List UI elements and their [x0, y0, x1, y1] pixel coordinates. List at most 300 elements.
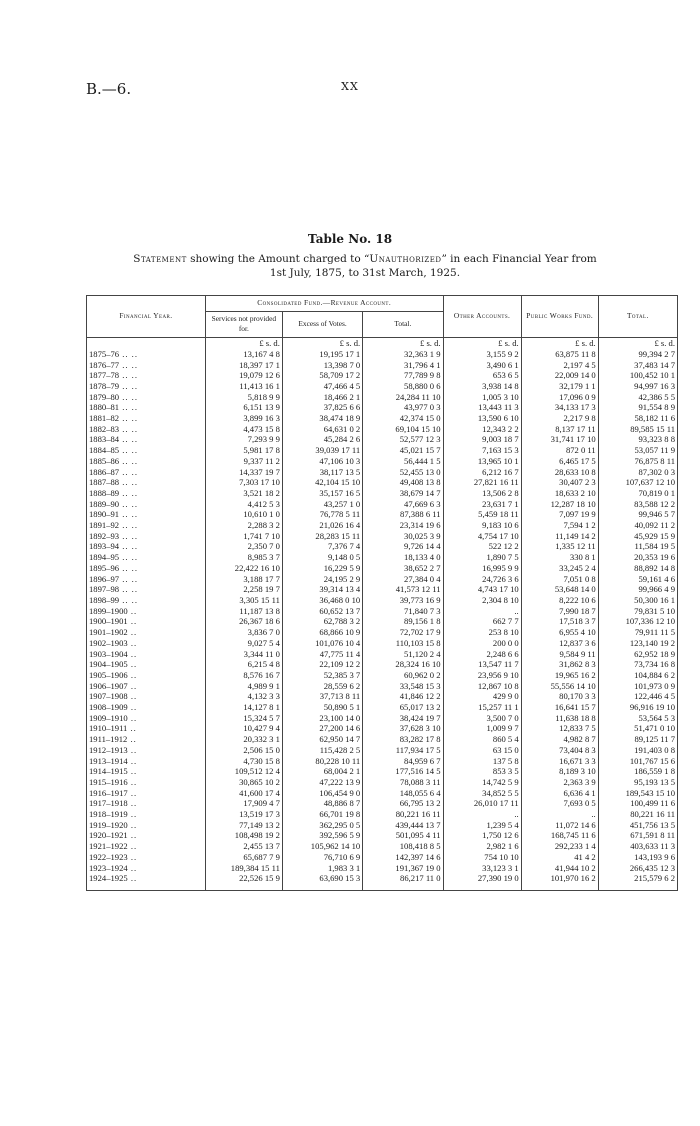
- financial-year-cell: 1886–87 .. ..: [87, 467, 206, 478]
- excess-cell: 45,284 2 6: [282, 434, 362, 445]
- financial-year-cell: 1904–1905 ..: [87, 659, 206, 670]
- table-row: [87, 756, 678, 767]
- excess-cell: 58,709 17 2: [282, 370, 362, 381]
- financial-year-label: 1915–1916: [89, 776, 128, 787]
- public-works-cell: ..: [521, 809, 598, 820]
- total-cell: 18,133 4 0: [363, 552, 443, 563]
- public-works-cell: 6,636 4 1: [521, 788, 598, 799]
- services-cell: 3,344 11 0: [205, 649, 282, 660]
- other-cell: 1,239 5 4: [443, 820, 521, 831]
- financial-year-label: 1916–1917: [89, 787, 128, 798]
- other-cell: ..: [443, 606, 521, 617]
- services-cell: 13,167 4 8: [205, 349, 282, 360]
- total-cell: 110,103 15 8: [363, 638, 443, 649]
- financial-year-cell: 1889–90 .. ..: [87, 499, 206, 510]
- total-cell: 51,120 2 4: [363, 649, 443, 660]
- services-cell: 19,079 12 6: [205, 370, 282, 381]
- total-cell: 31,796 4 1: [363, 360, 443, 371]
- units-label: £ s. d.: [521, 338, 598, 349]
- grand-total-cell: 73,734 16 8: [598, 659, 677, 670]
- table-row: [87, 488, 678, 499]
- public-works-cell: 7,990 18 7: [521, 606, 598, 617]
- services-cell: 22,422 16 10: [205, 563, 282, 574]
- grand-total-cell: 40,092 11 2: [598, 520, 677, 531]
- excess-cell: 76,778 5 11: [282, 509, 362, 520]
- units-label: £ s. d.: [282, 338, 362, 349]
- grand-total-cell: 50,300 16 1: [598, 595, 677, 606]
- total-cell: 28,324 16 10: [363, 659, 443, 670]
- excess-cell: 38,117 13 5: [282, 467, 362, 478]
- table-row: [87, 477, 678, 488]
- services-cell: 26,367 18 6: [205, 616, 282, 627]
- financial-year-cell: 1881–82 .. ..: [87, 413, 206, 424]
- financial-year-label: 1914–1915: [89, 766, 128, 777]
- financial-year-label: 1876–77: [89, 359, 120, 370]
- table-row: [87, 574, 678, 585]
- services-cell: 30,865 10 2: [205, 777, 282, 788]
- other-cell: 137 5 8: [443, 756, 521, 767]
- financial-year-label: 1885–86: [89, 455, 120, 466]
- grand-total-cell: 403,633 11 3: [598, 841, 677, 852]
- table-row: [87, 809, 678, 820]
- other-cell: ..: [443, 809, 521, 820]
- grand-total-cell: 89,585 15 11: [598, 424, 677, 435]
- financial-year-label: 1913–1914: [89, 755, 128, 766]
- financial-year-label: 1886–87: [89, 466, 120, 477]
- grand-total-cell: 99,966 4 9: [598, 584, 677, 595]
- excess-cell: 22,109 12 2: [282, 659, 362, 670]
- services-cell: 20,332 3 1: [205, 734, 282, 745]
- public-works-cell: 11,072 14 6: [521, 820, 598, 831]
- table-row: [87, 584, 678, 595]
- excess-cell: 39,314 13 4: [282, 584, 362, 595]
- other-cell: 12,343 2 2: [443, 424, 521, 435]
- public-works-cell: 32,179 1 1: [521, 381, 598, 392]
- unauthorized-expenditure-table: [86, 295, 678, 891]
- financial-year-label: 1879–80: [89, 391, 120, 402]
- excess-cell: 16,229 5 9: [282, 563, 362, 574]
- table-row: [87, 627, 678, 638]
- other-cell: 2,248 6 6: [443, 649, 521, 660]
- other-cell: 63 15 0: [443, 745, 521, 756]
- other-cell: 200 0 0: [443, 638, 521, 649]
- excess-cell: 9,148 0 5: [282, 552, 362, 563]
- services-cell: 15,324 5 7: [205, 713, 282, 724]
- services-cell: 5,981 17 8: [205, 445, 282, 456]
- financial-year-cell: 1901–1902 ..: [87, 627, 206, 638]
- grand-total-cell: 95,193 13 5: [598, 777, 677, 788]
- public-works-cell: 53,648 14 0: [521, 584, 598, 595]
- table-row: [87, 873, 678, 884]
- financial-year-cell: 1920–1921 ..: [87, 830, 206, 841]
- grand-total-cell: 37,483 14 7: [598, 360, 677, 371]
- services-cell: 6,151 13 9: [205, 402, 282, 413]
- other-cell: 860 5 4: [443, 734, 521, 745]
- excess-cell: 106,454 9 0: [282, 788, 362, 799]
- col-services-not-provided: Services not provided for.: [205, 311, 282, 337]
- other-cell: 4,754 17 10: [443, 531, 521, 542]
- grand-total-cell: 51,471 0 10: [598, 723, 677, 734]
- public-works-cell: 31,741 17 10: [521, 434, 598, 445]
- public-works-cell: 55,556 14 10: [521, 681, 598, 692]
- other-cell: 3,155 9 2: [443, 349, 521, 360]
- other-cell: 27,821 16 11: [443, 477, 521, 488]
- total-cell: 148,055 6 4: [363, 788, 443, 799]
- financial-year-cell: 1880–81 .. ..: [87, 402, 206, 413]
- other-cell: 24,726 3 6: [443, 574, 521, 585]
- table-row: [87, 702, 678, 713]
- table-title: Table No. 18: [307, 232, 393, 246]
- public-works-cell: 12,833 7 5: [521, 723, 598, 734]
- other-cell: 4,743 17 10: [443, 584, 521, 595]
- excess-cell: 28,283 15 11: [282, 531, 362, 542]
- table-row: [87, 467, 678, 478]
- financial-year-label: 1903–1904: [89, 648, 128, 659]
- financial-year-label: 1907–1908: [89, 691, 128, 702]
- table-row: [87, 713, 678, 724]
- table-row: [87, 681, 678, 692]
- public-works-cell: 16,641 15 7: [521, 702, 598, 713]
- total-cell: 39,773 16 9: [363, 595, 443, 606]
- public-works-cell: 8,189 3 10: [521, 766, 598, 777]
- grand-total-cell: 100,452 10 1: [598, 370, 677, 381]
- public-works-cell: 2,197 4 5: [521, 360, 598, 371]
- grand-total-cell: 70,819 0 1: [598, 488, 677, 499]
- financial-year-cell: 1907–1908 ..: [87, 691, 206, 702]
- services-cell: 2,288 3 2: [205, 520, 282, 531]
- excess-cell: 76,710 6 9: [282, 852, 362, 863]
- public-works-cell: 8,222 10 6: [521, 595, 598, 606]
- col-grand-total: Total.: [598, 296, 677, 338]
- services-cell: 7,293 9 9: [205, 434, 282, 445]
- financial-year-label: 1910–1911: [89, 723, 128, 734]
- financial-year-label: 1875–76: [89, 348, 120, 359]
- financial-year-cell: 1900–1901 ..: [87, 616, 206, 627]
- grand-total-cell: 42,386 5 5: [598, 392, 677, 403]
- table-row: [87, 830, 678, 841]
- total-cell: 69,104 15 10: [363, 424, 443, 435]
- financial-year-label: 1922–1923: [89, 851, 128, 862]
- financial-year-label: 1904–1905: [89, 659, 128, 670]
- grand-total-cell: 58,182 11 6: [598, 413, 677, 424]
- col-other-accounts: Other Accounts.: [443, 296, 521, 338]
- excess-cell: 28,559 6 2: [282, 681, 362, 692]
- grand-total-cell: 107,336 12 10: [598, 616, 677, 627]
- financial-year-cell: 1883–84 .. ..: [87, 434, 206, 445]
- total-cell: 84,959 6 7: [363, 756, 443, 767]
- total-cell: 37,628 3 10: [363, 723, 443, 734]
- total-cell: 77,789 9 8: [363, 370, 443, 381]
- total-cell: 23,314 19 6: [363, 520, 443, 531]
- services-cell: 7,303 17 10: [205, 477, 282, 488]
- financial-year-cell: 1923–1924 ..: [87, 863, 206, 874]
- financial-year-label: 1878–79: [89, 380, 120, 391]
- other-cell: 2,982 1 6: [443, 841, 521, 852]
- other-cell: 12,867 10 8: [443, 681, 521, 692]
- total-cell: 191,367 19 0: [363, 863, 443, 874]
- excess-cell: 68,866 10 9: [282, 627, 362, 638]
- statement-lead: Statement: [133, 253, 187, 265]
- services-cell: 41,600 17 4: [205, 788, 282, 799]
- grand-total-cell: 107,637 12 10: [598, 477, 677, 488]
- financial-year-label: 1899–1900: [89, 605, 128, 616]
- table-row: [87, 413, 678, 424]
- financial-year-label: 1912–1913: [89, 744, 128, 755]
- table-row: [87, 552, 678, 563]
- total-cell: 501,095 4 11: [363, 830, 443, 841]
- public-works-cell: 17,518 3 7: [521, 616, 598, 627]
- table-row: [87, 798, 678, 809]
- total-cell: 65,017 13 2: [363, 702, 443, 713]
- financial-year-label: 1889–90: [89, 498, 120, 509]
- other-cell: 6,212 16 7: [443, 467, 521, 478]
- services-cell: 13,519 17 3: [205, 809, 282, 820]
- financial-year-label: 1908–1909: [89, 702, 128, 713]
- public-works-cell: 7,051 0 8: [521, 574, 598, 585]
- financial-year-label: 1880–81: [89, 402, 120, 413]
- excess-cell: 37,713 8 11: [282, 691, 362, 702]
- excess-cell: 50,890 5 1: [282, 702, 362, 713]
- grand-total-cell: 93,323 8 8: [598, 434, 677, 445]
- other-cell: 1,009 9 7: [443, 723, 521, 734]
- table-bottom-rule: [87, 884, 678, 891]
- services-cell: 4,473 15 8: [205, 424, 282, 435]
- grand-total-cell: 87,302 0 3: [598, 467, 677, 478]
- table-row: [87, 777, 678, 788]
- table-row: [87, 520, 678, 531]
- services-cell: 4,412 5 3: [205, 499, 282, 510]
- excess-cell: 18,466 2 1: [282, 392, 362, 403]
- other-cell: 33,123 3 1: [443, 863, 521, 874]
- services-cell: 4,730 15 8: [205, 756, 282, 767]
- other-cell: 34,852 5 5: [443, 788, 521, 799]
- grand-total-cell: 91,554 8 9: [598, 402, 677, 413]
- excess-cell: 36,468 0 10: [282, 595, 362, 606]
- financial-year-label: 1917–1918: [89, 798, 128, 809]
- total-cell: 33,548 15 3: [363, 681, 443, 692]
- financial-year-label: 1887–88: [89, 477, 120, 488]
- public-works-cell: 41,944 10 2: [521, 863, 598, 874]
- excess-cell: 63,690 15 3: [282, 873, 362, 884]
- total-cell: 52,577 12 3: [363, 434, 443, 445]
- grand-total-cell: 88,892 14 8: [598, 563, 677, 574]
- table-row: [87, 766, 678, 777]
- services-cell: 3,899 16 3: [205, 413, 282, 424]
- excess-cell: 52,385 3 7: [282, 670, 362, 681]
- other-cell: 754 10 10: [443, 852, 521, 863]
- financial-year-cell: 1902–1903 ..: [87, 638, 206, 649]
- services-cell: 1,741 7 10: [205, 531, 282, 542]
- financial-year-cell: 1916–1917 ..: [87, 788, 206, 799]
- public-works-cell: 33,245 2 4: [521, 563, 598, 574]
- financial-year-cell: 1909–1910 ..: [87, 713, 206, 724]
- total-cell: 32,363 1 9: [363, 349, 443, 360]
- table-statement: [30, 252, 700, 280]
- financial-year-label: 1924–1925: [89, 873, 128, 884]
- services-cell: 10,427 9 4: [205, 723, 282, 734]
- services-cell: 65,687 7 9: [205, 852, 282, 863]
- services-cell: 109,512 12 4: [205, 766, 282, 777]
- other-cell: 13,965 10 1: [443, 456, 521, 467]
- services-cell: 3,305 15 11: [205, 595, 282, 606]
- services-cell: 9,027 5 4: [205, 638, 282, 649]
- financial-year-cell: 1917–1918 ..: [87, 798, 206, 809]
- statement-text-2: ” in each Financial Year from: [441, 253, 597, 265]
- excess-cell: 42,104 15 10: [282, 477, 362, 488]
- other-cell: 23,956 9 10: [443, 670, 521, 681]
- other-cell: 3,490 6 1: [443, 360, 521, 371]
- public-works-cell: 330 8 1: [521, 552, 598, 563]
- other-cell: 3,500 7 0: [443, 713, 521, 724]
- financial-year-label: 1909–1910: [89, 712, 128, 723]
- other-cell: 13,506 2 8: [443, 488, 521, 499]
- grand-total-cell: 79,911 11 5: [598, 627, 677, 638]
- total-cell: 27,384 0 4: [363, 574, 443, 585]
- public-works-cell: 11,638 18 8: [521, 713, 598, 724]
- other-cell: 7,163 15 3: [443, 445, 521, 456]
- public-works-cell: 17,096 0 9: [521, 392, 598, 403]
- public-works-cell: 11,149 14 2: [521, 531, 598, 542]
- financial-year-cell: 1884–85 .. ..: [87, 445, 206, 456]
- grand-total-cell: 83,588 12 2: [598, 499, 677, 510]
- total-cell: 108,418 8 5: [363, 841, 443, 852]
- col-consolidated-total: Total.: [363, 311, 443, 337]
- grand-total-cell: 45,929 15 9: [598, 531, 677, 542]
- financial-year-cell: 1906–1907 ..: [87, 681, 206, 692]
- total-cell: 43,977 0 3: [363, 402, 443, 413]
- services-cell: 8,985 3 7: [205, 552, 282, 563]
- services-cell: 5,818 9 9: [205, 392, 282, 403]
- grand-total-cell: 143,193 9 6: [598, 852, 677, 863]
- other-cell: 13,547 11 7: [443, 659, 521, 670]
- excess-cell: 66,701 19 8: [282, 809, 362, 820]
- other-cell: 1,750 12 6: [443, 830, 521, 841]
- financial-year-cell: 1875–76 .. ..: [87, 349, 206, 360]
- public-works-cell: 34,133 17 3: [521, 402, 598, 413]
- excess-cell: 80,228 10 11: [282, 756, 362, 767]
- excess-cell: 101,076 10 4: [282, 638, 362, 649]
- grand-total-cell: 671,591 8 11: [598, 830, 677, 841]
- financial-year-label: 1894–95: [89, 552, 120, 563]
- financial-year-cell: 1913–1914 ..: [87, 756, 206, 767]
- financial-year-cell: 1903–1904 ..: [87, 649, 206, 660]
- financial-year-label: 1918–1919: [89, 809, 128, 820]
- services-cell: 14,337 19 7: [205, 467, 282, 478]
- financial-year-cell: 1878–79 .. ..: [87, 381, 206, 392]
- financial-year-cell: 1897–98 .. ..: [87, 584, 206, 595]
- statement-text: showing the Amount charged to “: [186, 253, 370, 265]
- table-row: [87, 424, 678, 435]
- other-cell: 853 3 5: [443, 766, 521, 777]
- public-works-cell: 872 0 11: [521, 445, 598, 456]
- excess-cell: 19,195 17 1: [282, 349, 362, 360]
- table-row: [87, 392, 678, 403]
- excess-cell: 48,886 8 7: [282, 798, 362, 809]
- grand-total-cell: 80,221 16 11: [598, 809, 677, 820]
- table-row: [87, 360, 678, 371]
- financial-year-label: 1901–1902: [89, 627, 128, 638]
- financial-year-label: 1882–83: [89, 423, 120, 434]
- financial-year-label: 1883–84: [89, 434, 120, 445]
- total-cell: 80,221 16 11: [363, 809, 443, 820]
- grand-total-cell: 62,952 18 9: [598, 649, 677, 660]
- other-cell: 1,890 7 5: [443, 552, 521, 563]
- financial-year-label: 1897–98: [89, 584, 120, 595]
- financial-year-cell: 1918–1919 ..: [87, 809, 206, 820]
- public-works-cell: 73,404 8 3: [521, 745, 598, 756]
- total-cell: 71,840 7 3: [363, 606, 443, 617]
- table-row: [87, 509, 678, 520]
- table-row: [87, 402, 678, 413]
- grand-total-cell: 122,446 4 5: [598, 691, 677, 702]
- grand-total-cell: 96,916 19 10: [598, 702, 677, 713]
- table-row: [87, 595, 678, 606]
- other-cell: 27,390 19 0: [443, 873, 521, 884]
- financial-year-cell: 1877–78 .. ..: [87, 370, 206, 381]
- financial-year-label: 1881–82: [89, 413, 120, 424]
- table-row: [87, 541, 678, 552]
- excess-cell: 62,950 14 7: [282, 734, 362, 745]
- financial-year-label: 1890–91: [89, 509, 120, 520]
- other-cell: 23,631 7 1: [443, 499, 521, 510]
- grand-total-cell: 20,353 19 6: [598, 552, 677, 563]
- financial-year-label: 1905–1906: [89, 669, 128, 680]
- excess-cell: 47,106 10 3: [282, 456, 362, 467]
- excess-cell: 23,100 14 0: [282, 713, 362, 724]
- services-cell: 3,521 18 2: [205, 488, 282, 499]
- grand-total-cell: 101,767 15 6: [598, 756, 677, 767]
- excess-cell: 37,825 6 6: [282, 402, 362, 413]
- financial-year-cell: 1879–80 .. ..: [87, 392, 206, 403]
- excess-cell: 43,257 1 0: [282, 499, 362, 510]
- col-excess-of-votes: Excess of Votes.: [282, 311, 362, 337]
- services-cell: 4,132 3 3: [205, 691, 282, 702]
- other-cell: 13,443 11 3: [443, 402, 521, 413]
- excess-cell: 7,376 7 4: [282, 541, 362, 552]
- excess-cell: 362,295 0 5: [282, 820, 362, 831]
- public-works-cell: 6,465 17 5: [521, 456, 598, 467]
- total-cell: 60,962 0 2: [363, 670, 443, 681]
- excess-cell: 1,983 3 1: [282, 863, 362, 874]
- table-row: [87, 370, 678, 381]
- other-cell: 522 12 2: [443, 541, 521, 552]
- financial-year-cell: 1908–1909 ..: [87, 702, 206, 713]
- financial-year-cell: 1922–1923 ..: [87, 852, 206, 863]
- total-cell: 41,573 12 11: [363, 584, 443, 595]
- public-works-cell: 18,633 2 10: [521, 488, 598, 499]
- grand-total-cell: 104,884 6 2: [598, 670, 677, 681]
- other-cell: 429 9 0: [443, 691, 521, 702]
- financial-year-cell: 1910–1911 ..: [87, 723, 206, 734]
- table-row: [87, 381, 678, 392]
- financial-year-cell: 1887–88 .. ..: [87, 477, 206, 488]
- table-row: [87, 734, 678, 745]
- public-works-cell: 8,137 17 11: [521, 424, 598, 435]
- table-row: [87, 616, 678, 627]
- other-cell: 9,003 18 7: [443, 434, 521, 445]
- total-cell: 72,702 17 9: [363, 627, 443, 638]
- financial-year-cell: 1912–1913 ..: [87, 745, 206, 756]
- total-cell: 38,424 19 7: [363, 713, 443, 724]
- table-row: [87, 349, 678, 360]
- total-cell: 439,444 13 7: [363, 820, 443, 831]
- grand-total-cell: 99,394 2 7: [598, 349, 677, 360]
- grand-total-cell: 53,564 5 3: [598, 713, 677, 724]
- table-row: [87, 852, 678, 863]
- services-cell: 6,215 4 8: [205, 659, 282, 670]
- total-cell: 30,025 3 9: [363, 531, 443, 542]
- other-cell: 5,459 18 11: [443, 509, 521, 520]
